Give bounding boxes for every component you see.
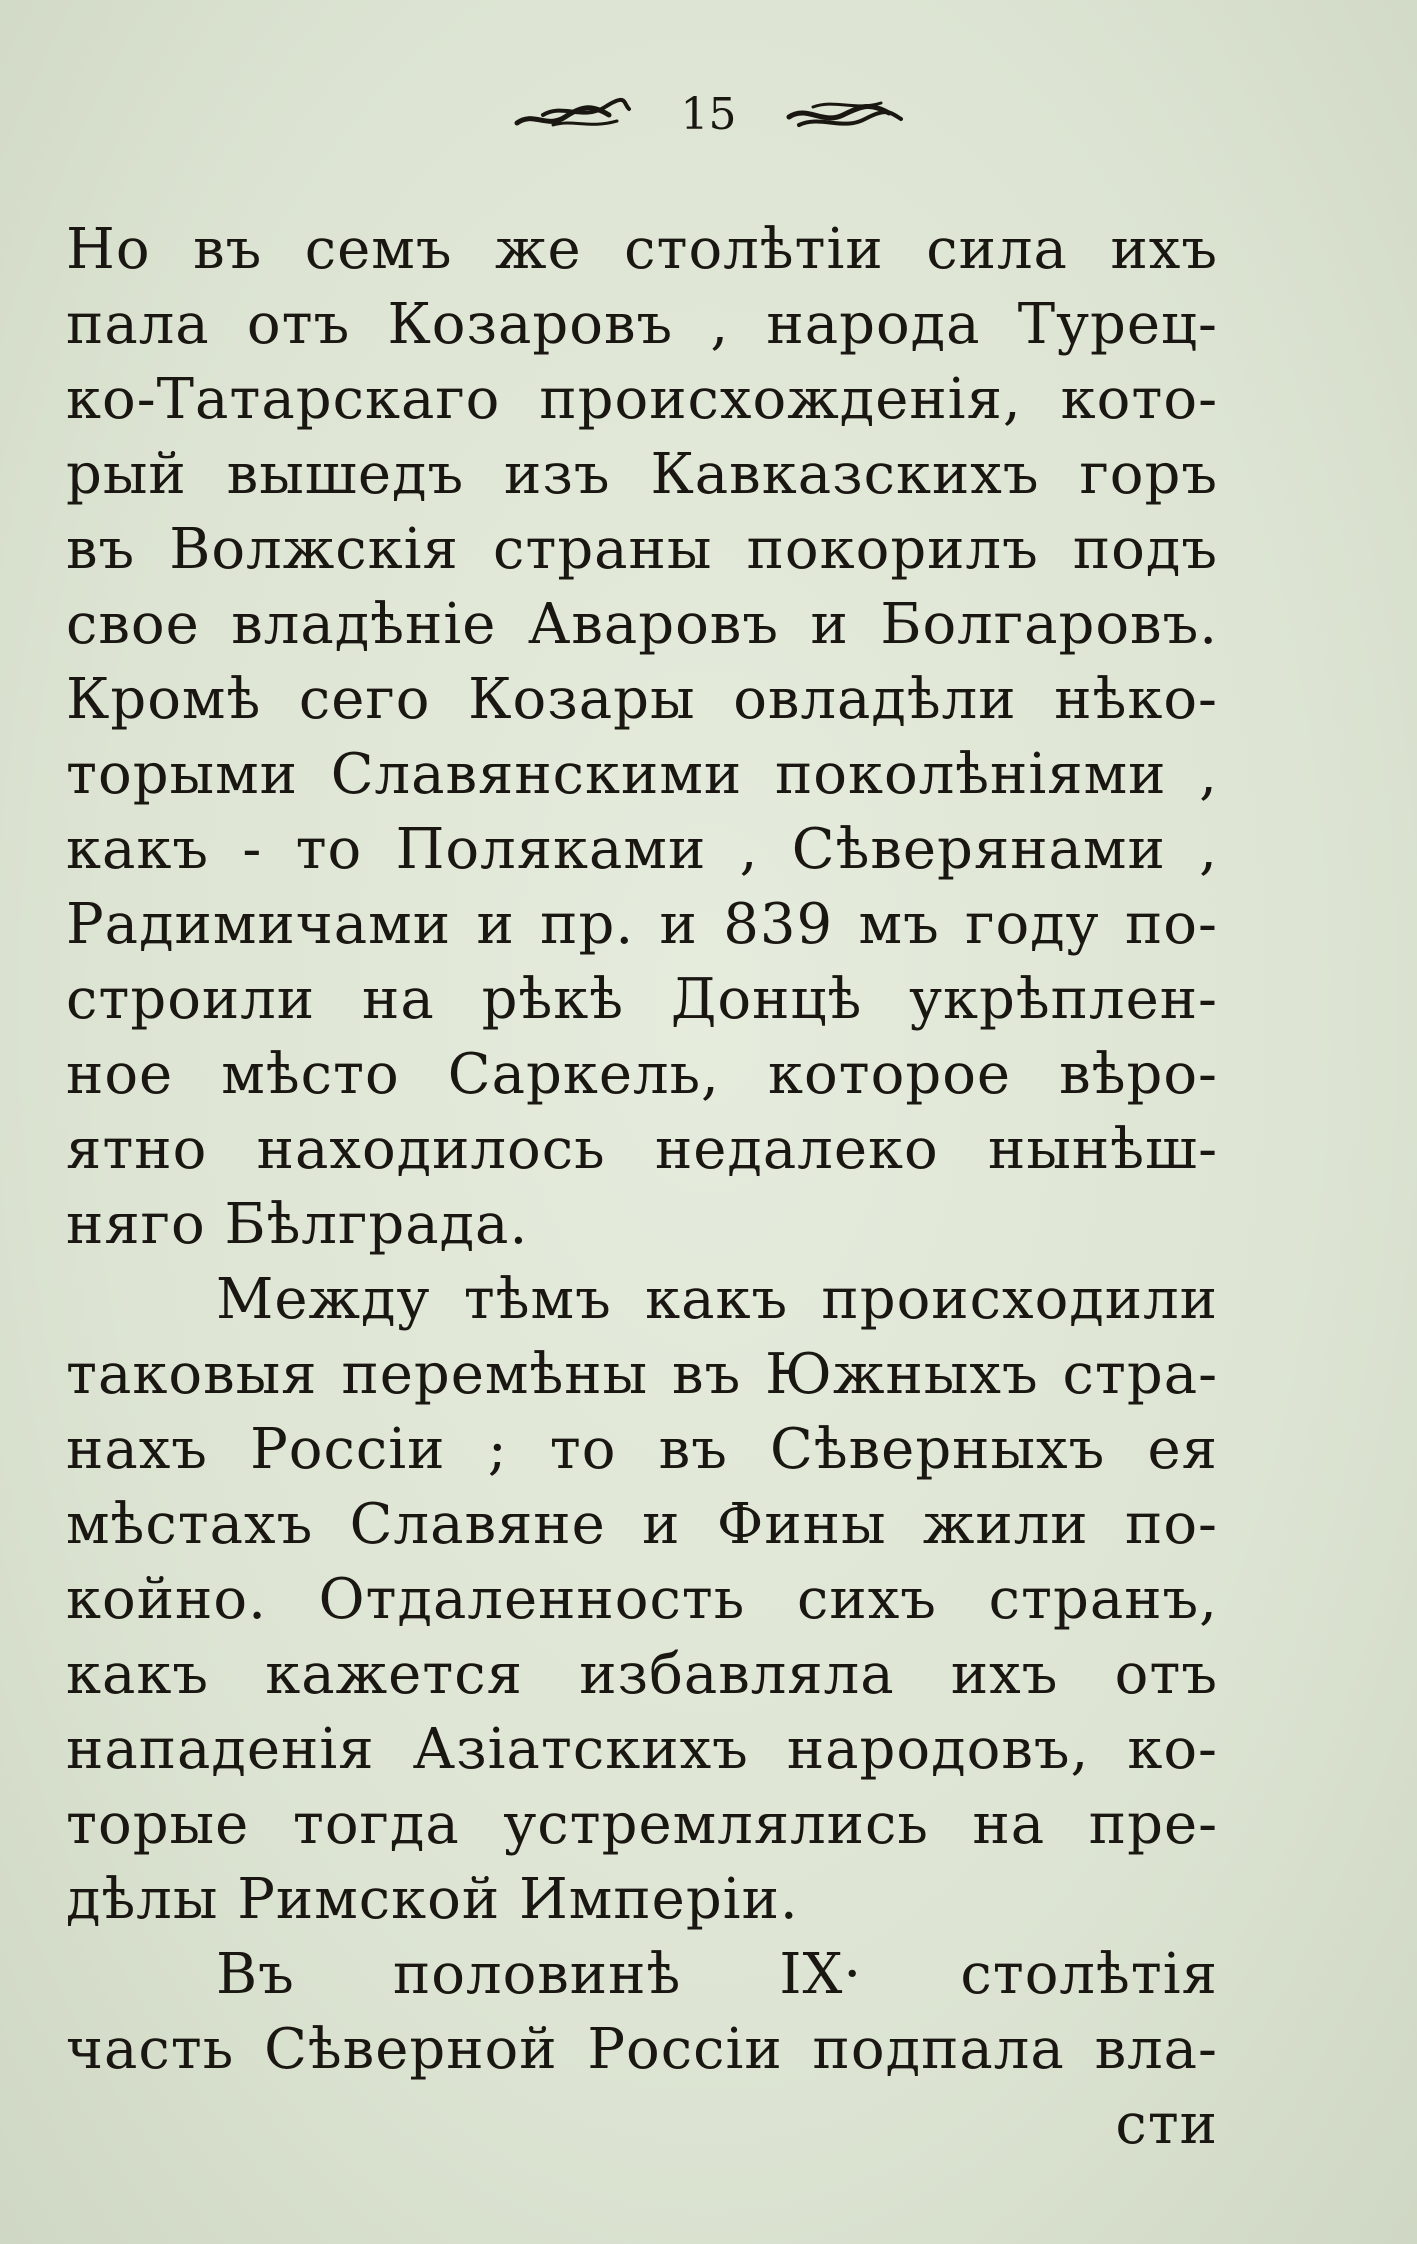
word: столѣтія: [960, 1942, 1218, 2007]
word: владѣніе: [231, 592, 497, 657]
word: ко-: [1127, 1717, 1218, 1782]
word: 839: [723, 892, 834, 957]
word: половинѣ: [392, 1942, 682, 2007]
word: на: [362, 967, 435, 1032]
word: пре-: [1088, 1792, 1218, 1857]
word: и: [642, 1492, 681, 1557]
word: ;: [487, 1417, 508, 1482]
word: покорилъ: [746, 517, 1039, 582]
word: кажется: [265, 1642, 523, 1707]
word: Россіи: [250, 1417, 446, 1482]
word: Кромѣ: [66, 667, 262, 732]
text-line: [66, 1037, 1218, 1112]
word: ятно: [66, 1117, 208, 1182]
word: же: [494, 217, 582, 282]
word: которое: [767, 1042, 1012, 1107]
word: ихъ: [950, 1642, 1059, 1707]
word: Поляками: [395, 817, 707, 882]
word: какъ: [66, 1642, 210, 1707]
word: семъ: [304, 217, 453, 282]
word: сихъ: [797, 1567, 937, 1632]
word: Россіи: [587, 2017, 783, 2082]
word: ,: [1199, 742, 1218, 807]
word: Сѣверныхъ: [770, 1417, 1106, 1482]
word: Въ: [216, 1942, 295, 2007]
word: Козаровъ: [387, 292, 674, 357]
word: сила: [926, 217, 1068, 282]
word: то: [295, 817, 363, 882]
word: какъ: [66, 817, 210, 882]
word: стра-: [1062, 1342, 1218, 1407]
text-line: [66, 1637, 1218, 1712]
word: Сѣверной: [264, 2017, 558, 2082]
word: въ: [66, 517, 136, 582]
word: избавляла: [579, 1642, 895, 1707]
word: торыми: [66, 742, 298, 807]
word: мѣсто: [221, 1042, 400, 1107]
text-line: [66, 1487, 1218, 1562]
text-line: [66, 362, 1218, 437]
text-line: [66, 812, 1218, 887]
word: Аваровъ: [527, 592, 779, 657]
word: нынѣш-: [988, 1117, 1218, 1182]
paragraph-3: [66, 1937, 1218, 2087]
word: Азіатскихъ: [412, 1717, 749, 1782]
text-line: няго Бѣлграда.: [66, 1192, 529, 1257]
text-line: [66, 1112, 1218, 1187]
word: ,: [710, 292, 730, 357]
word: тѣмъ: [463, 1267, 612, 1332]
text-line: [66, 212, 1218, 287]
word: жили: [922, 1492, 1089, 1557]
word: мѣстахъ: [66, 1492, 314, 1557]
text-line: [66, 887, 1218, 962]
text-line: [66, 2012, 1218, 2087]
word: строили: [66, 967, 316, 1032]
word: тогда: [292, 1792, 460, 1857]
text-line: [66, 587, 1218, 662]
word: свое: [66, 592, 200, 657]
word: Сѣверянами: [791, 817, 1166, 882]
word: странъ,: [988, 1567, 1218, 1632]
word: пала: [66, 292, 210, 357]
word: происхожденія,: [539, 367, 1022, 432]
word: -: [242, 817, 263, 882]
paragraph-2: [66, 1262, 1218, 1937]
text-line: [66, 1712, 1218, 1787]
paragraph-1: [66, 212, 1218, 1262]
word: мъ: [858, 892, 940, 957]
word: горъ: [1079, 442, 1218, 507]
page-number: 15: [680, 88, 737, 140]
word: рый: [66, 442, 187, 507]
word: сего: [298, 667, 431, 732]
text-line: [66, 1787, 1218, 1862]
word: Донцѣ: [670, 967, 863, 1032]
word: Славянскими: [330, 742, 743, 807]
word: поколѣніями: [774, 742, 1167, 807]
page-header: [0, 82, 1417, 145]
page-body: [66, 212, 1218, 2162]
word: Между: [216, 1267, 431, 1332]
word: подъ: [1072, 517, 1218, 582]
word: ное: [66, 1042, 174, 1107]
word: Фины: [716, 1492, 887, 1557]
word: и: [659, 892, 698, 957]
word: на: [972, 1792, 1046, 1857]
text-line: [66, 437, 1218, 512]
word: койно.: [66, 1567, 267, 1632]
word: недалеко: [654, 1117, 939, 1182]
word: подпала: [812, 2017, 1065, 2082]
word: ко-Татарскаго: [66, 367, 501, 432]
word: отъ: [1114, 1642, 1218, 1707]
word: по-: [1124, 892, 1218, 957]
text-line: [66, 287, 1218, 362]
word: происходили: [821, 1267, 1218, 1332]
word: вѣро-: [1059, 1042, 1218, 1107]
word: Славяне: [349, 1492, 606, 1557]
word: Отдаленность: [318, 1567, 746, 1632]
word: перемѣны: [341, 1342, 649, 1407]
word: то: [549, 1417, 617, 1482]
word: страны: [492, 517, 713, 582]
word: Кавказскихъ: [650, 442, 1040, 507]
word: столѣтіи: [624, 217, 884, 282]
text-line: [66, 512, 1218, 587]
word: устремлялись: [503, 1792, 929, 1857]
word: часть: [66, 2017, 235, 2082]
word: ,: [1199, 817, 1218, 882]
word: нахъ: [66, 1417, 208, 1482]
catchword: сти: [1115, 2092, 1218, 2157]
word: рѣкѣ: [481, 967, 624, 1032]
word: пр.: [540, 892, 635, 957]
word: таковыя: [66, 1342, 318, 1407]
word: находилось: [256, 1117, 606, 1182]
text-line: [66, 962, 1218, 1037]
word: ихъ: [1110, 217, 1218, 282]
word: Радимичами: [66, 892, 452, 957]
word: въ: [658, 1417, 728, 1482]
word: народовъ,: [786, 1717, 1090, 1782]
word: вышедъ: [226, 442, 465, 507]
word: отъ: [246, 292, 351, 357]
text-line: дѣлы Римской Имперіи.: [66, 1867, 799, 1932]
word: торые: [66, 1792, 250, 1857]
text-line: [66, 1262, 1218, 1337]
text-line: [66, 737, 1218, 812]
word: какъ: [645, 1267, 789, 1332]
ornament-swash-right-icon: [785, 95, 905, 135]
text-line: [66, 1337, 1218, 1412]
word: Козары: [468, 667, 696, 732]
word: Южныхъ: [765, 1342, 1039, 1407]
word: укрѣплен-: [909, 967, 1218, 1032]
word: кото-: [1060, 367, 1218, 432]
word: и: [476, 892, 515, 957]
word: по-: [1125, 1492, 1218, 1557]
word: и: [810, 592, 849, 657]
text-line: [66, 1562, 1218, 1637]
word: Волжскія: [169, 517, 459, 582]
word: въ: [193, 217, 263, 282]
word: народа: [766, 292, 981, 357]
word: изъ: [504, 442, 611, 507]
text-line: [66, 1937, 1218, 2012]
word: нападенія: [66, 1717, 375, 1782]
word: овладѣли: [733, 667, 1017, 732]
word: Болгаровъ.: [880, 592, 1218, 657]
word: Саркель,: [447, 1042, 720, 1107]
word: вла-: [1094, 2017, 1218, 2082]
word: Турец-: [1017, 292, 1218, 357]
text-line: [66, 1412, 1218, 1487]
word: IX·: [779, 1942, 863, 2007]
word: ея: [1147, 1417, 1218, 1482]
ornament-swash-left-icon: [513, 95, 633, 135]
word: въ: [672, 1342, 742, 1407]
word: нѣко-: [1054, 667, 1218, 732]
text-line: [66, 662, 1218, 737]
word: году: [965, 892, 1100, 957]
word: ,: [739, 817, 759, 882]
word: Но: [66, 217, 151, 282]
